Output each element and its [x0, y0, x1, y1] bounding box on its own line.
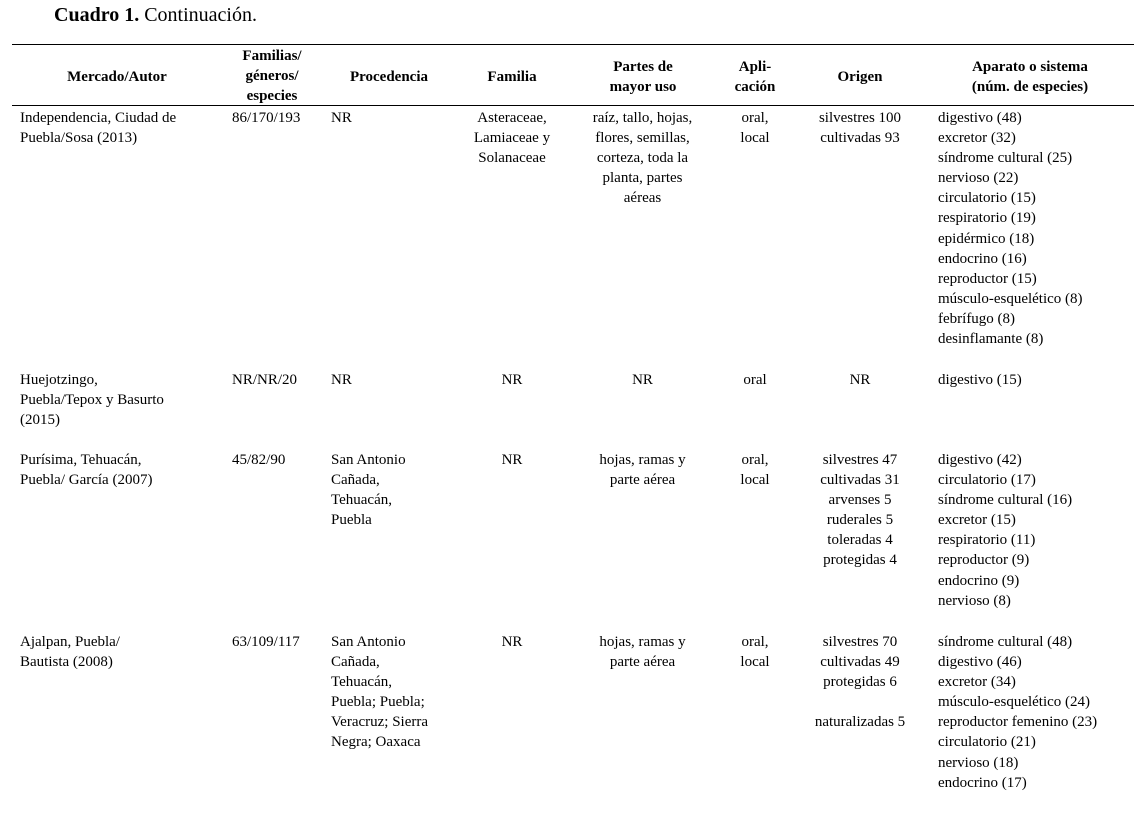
cell-line: cultivadas 49	[820, 654, 900, 671]
header-aparato: Aparato o sistema (núm. de especies)	[971, 59, 1089, 96]
cell-line: Lamiaceae y	[473, 130, 551, 147]
cell-familias	[232, 370, 332, 390]
cell-procedencia	[331, 108, 451, 128]
cell-line: aéreas	[623, 190, 662, 207]
cell-line: digestivo (46)	[938, 654, 1022, 671]
cell-line: Puebla/Sosa (2013)	[20, 130, 138, 147]
cell-line: Negra; Oaxaca	[331, 734, 421, 751]
cell-line: NR	[632, 372, 653, 388]
table-caption	[54, 4, 257, 27]
cell-line: reproductor femenino (23)	[938, 714, 1098, 731]
cell-line: endocrino (16)	[938, 250, 1027, 267]
cell-aplicacion	[719, 108, 791, 148]
cell-mercado	[20, 632, 215, 672]
cell-line: digestivo (42)	[938, 452, 1022, 468]
cell-partes	[575, 450, 710, 490]
cell-line: NR	[501, 452, 523, 468]
cell-origen	[800, 108, 920, 148]
cell-line: Cañada,	[331, 654, 380, 671]
cell-line	[800, 692, 920, 712]
cell-line: hojas, ramas y	[599, 452, 686, 468]
cell-line: reproductor (9)	[938, 552, 1030, 569]
cell-line: San Antonio	[331, 634, 406, 650]
cell-line: endocrino (9)	[938, 572, 1020, 589]
cell-line: NR/NR/20	[232, 372, 298, 388]
cell-line: local	[740, 654, 770, 671]
header-mercado: Mercado/Autor	[67, 69, 167, 85]
cell-partes	[575, 632, 710, 672]
cell-familia	[462, 370, 562, 390]
cell-aparato	[938, 450, 1133, 611]
caption-text: Continuación.	[139, 4, 257, 26]
cell-line: toleradas 4	[827, 532, 893, 549]
cell-mercado	[20, 370, 215, 430]
cell-aparato	[938, 632, 1133, 793]
cell-line: nervioso (18)	[938, 754, 1019, 771]
cell-familias	[232, 632, 332, 652]
cell-familia	[462, 108, 562, 168]
cell-line: cultivadas 31	[820, 472, 900, 489]
cell-line: excretor (15)	[938, 512, 1016, 529]
cell-line: parte aérea	[609, 472, 676, 489]
header-origen: Origen	[837, 69, 883, 85]
cell-line: respiratorio (11)	[938, 532, 1036, 549]
cell-mercado	[20, 108, 215, 148]
top-rule	[12, 44, 1134, 45]
cell-partes	[575, 108, 710, 208]
cell-line: local	[740, 130, 770, 147]
cell-line: reproductor (15)	[938, 270, 1037, 287]
cell-line: protegidas 6	[823, 674, 897, 691]
cell-line: circulatorio (17)	[938, 472, 1036, 489]
cell-line: oral,	[741, 452, 769, 468]
caption-label: Cuadro 1.	[54, 4, 140, 26]
cell-line: NR	[501, 634, 523, 650]
cell-line: Independencia, Ciudad de	[20, 110, 177, 126]
cell-partes	[575, 370, 710, 390]
cell-line: endocrino (17)	[938, 774, 1027, 791]
cell-line: hojas, ramas y	[599, 634, 686, 650]
header-rule	[12, 105, 1134, 106]
cell-line: desinflamante (8)	[938, 331, 1044, 348]
cell-line: Huejotzingo,	[20, 372, 98, 388]
cell-aplicacion	[719, 450, 791, 490]
cell-line: cultivadas 93	[820, 130, 900, 147]
cell-familias	[232, 108, 332, 128]
cell-aparato	[938, 108, 1133, 349]
cell-familias	[232, 450, 332, 470]
cell-line: oral,	[741, 110, 769, 126]
cell-line: Cañada,	[331, 472, 380, 489]
cell-line: silvestres 100	[818, 110, 902, 126]
cell-line: Asteraceae,	[477, 110, 547, 126]
cell-line: nervioso (8)	[938, 592, 1011, 609]
cell-line: NR	[849, 372, 871, 388]
cell-aplicacion	[719, 370, 791, 390]
cell-line: músculo-esquelético (24)	[938, 694, 1091, 711]
cell-origen	[800, 632, 920, 732]
cell-procedencia	[331, 450, 451, 530]
cell-line: músculo-esquelético (8)	[938, 290, 1083, 307]
header-aplicacion: Apli- cación	[734, 59, 776, 96]
cell-line: 63/109/117	[232, 634, 300, 650]
cell-line: flores, semillas,	[595, 130, 690, 147]
cell-line: febrífugo (8)	[938, 310, 1016, 327]
cell-line: síndrome cultural (25)	[938, 150, 1073, 167]
cell-line: NR	[501, 372, 523, 388]
cell-line: corteza, toda la	[596, 150, 689, 167]
cell-line: Bautista (2008)	[20, 654, 113, 671]
cell-line: parte aérea	[609, 654, 676, 671]
cell-line: raíz, tallo, hojas,	[592, 110, 693, 126]
cell-origen	[800, 450, 920, 571]
cell-line: silvestres 47	[822, 452, 898, 468]
cell-line: arvenses 5	[828, 492, 892, 509]
cell-line: 45/82/90	[232, 452, 286, 468]
cell-line: digestivo (15)	[938, 372, 1022, 388]
cell-line: Puebla/Tepox y Basurto	[20, 392, 164, 409]
cell-line: ruderales 5	[826, 512, 894, 529]
cell-line: Tehuacán,	[331, 674, 392, 691]
cell-line: NR	[331, 110, 352, 126]
cell-procedencia	[331, 632, 451, 753]
cell-line: 86/170/193	[232, 110, 301, 126]
cell-line: digestivo (48)	[938, 110, 1022, 126]
cell-line: circulatorio (15)	[938, 190, 1036, 207]
cell-line: circulatorio (21)	[938, 734, 1036, 751]
cell-origen	[800, 370, 920, 390]
cell-line: excretor (32)	[938, 130, 1016, 147]
cell-line: NR	[331, 372, 352, 388]
cell-mercado	[20, 450, 215, 490]
cell-line: Tehuacán,	[331, 492, 392, 509]
cell-line: Puebla; Puebla;	[331, 694, 425, 711]
cell-aparato	[938, 370, 1133, 390]
cell-line: Purísima, Tehuacán,	[20, 452, 142, 468]
cell-line: silvestres 70	[822, 634, 898, 650]
cell-line: excretor (34)	[938, 674, 1016, 691]
cell-procedencia	[331, 370, 451, 390]
cell-line: epidérmico (18)	[938, 230, 1035, 247]
cell-line: Puebla	[331, 512, 372, 529]
header-familia: Familia	[487, 69, 537, 85]
cell-aplicacion	[719, 632, 791, 672]
cell-line: local	[740, 472, 770, 489]
cell-familia	[462, 632, 562, 652]
cell-line: protegidas 4	[823, 552, 897, 569]
cell-familia	[462, 450, 562, 470]
header-procedencia: Procedencia	[349, 69, 429, 85]
cell-line: síndrome cultural (16)	[938, 492, 1073, 509]
cell-line: Ajalpan, Puebla/	[20, 634, 120, 650]
cell-line: (2015)	[20, 412, 60, 429]
cell-line: oral	[743, 372, 767, 388]
cell-line: Veracruz; Sierra	[331, 714, 429, 731]
header-familias: Familias/ géneros/ especies	[242, 48, 302, 105]
cell-line: San Antonio	[331, 452, 406, 468]
cell-line: naturalizadas 5	[814, 714, 906, 731]
cell-line: Solanaceae	[478, 150, 546, 167]
cell-line: oral,	[741, 634, 769, 650]
cell-line: Puebla/ García (2007)	[20, 472, 153, 489]
cell-line: respiratorio (19)	[938, 210, 1036, 227]
header-partes: Partes de mayor uso	[609, 59, 677, 96]
cell-line: planta, partes	[602, 170, 683, 187]
cell-line: nervioso (22)	[938, 170, 1019, 187]
cell-line: síndrome cultural (48)	[938, 634, 1073, 650]
